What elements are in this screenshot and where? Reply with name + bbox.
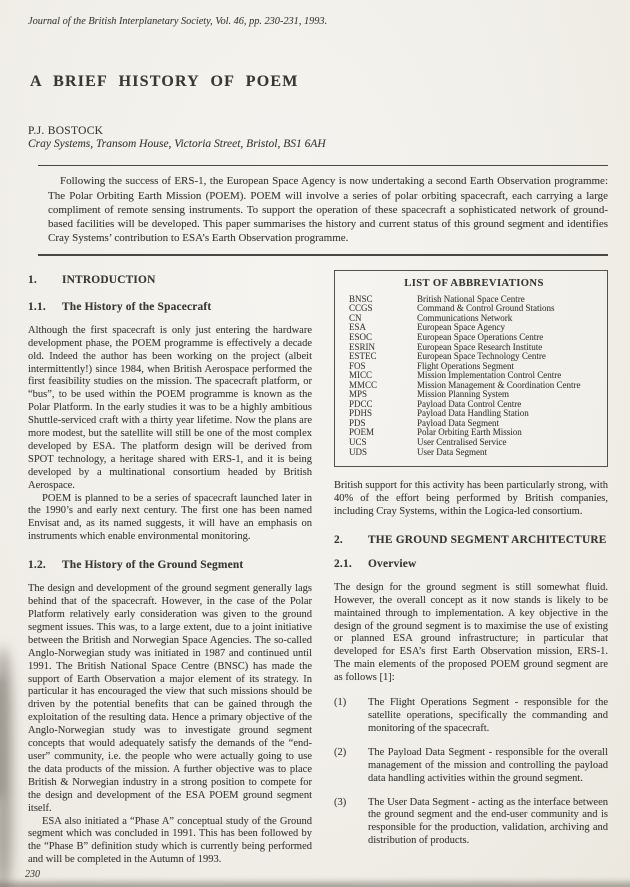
paper-title: A BRIEF HISTORY OF POEM (30, 73, 299, 90)
list-item (334, 697, 608, 736)
section-2-title: THE GROUND SEGMENT ARCHITECTURE (368, 533, 607, 546)
abbreviation-value: European Space Research Institute (417, 341, 543, 352)
list-item (334, 797, 608, 849)
list-item (334, 747, 608, 786)
abbreviation-key: PDHS (349, 408, 373, 419)
abbreviation-value: User Centralised Service (417, 437, 507, 447)
section-2-1-heading (334, 558, 608, 570)
section-2-1-number: 2.1. (334, 557, 352, 570)
abbreviation-key: MPS (349, 389, 368, 400)
author-affiliation: Cray Systems, Transom House, Victoria Street, Bristol, BS1 6AH (28, 138, 326, 150)
section-1-2-number: 1.2. (28, 559, 46, 572)
abstract-bottom-rule (38, 254, 608, 255)
abbreviation-value: European Space Operations Centre (417, 331, 544, 342)
paragraph-spacecraft-history: Although the first spacecraft is only just entering the hardware development phase, the POEM programme is effectively a decade old. Indeed the author has been working on the project (albeit intermittently!) since 1984, when British Aerospace performed the first feasibility studies on the mission. The spacecraft platform, or “bus”, to be used within the POEM programme is known as the Polar Platform. In the early studies it was to be a highly ambitious Shuttle-serviced craft with a thirty year lifetime. Now the plans are more modest, but the satellite will still be one of the most complex developed by ESA. The platform design will be derived from SPOT technology, a heritage shared with ERS-1, and it is being developed by a multinational consortium headed by British Aerospace. (28, 324, 312, 491)
abbreviation-key: PDS (349, 417, 366, 428)
abbreviation-key: FOS (349, 360, 366, 371)
abstract: Following the success of ERS-1, the European Space Agency is now undertaking a second Earth Observation programme: The Polar Orbiting Earth Mission (POEM). POEM will involve a series of polar orbiting spacecraft, each carrying a large compliment of remote sensing instruments. To support the operation of these spacecraft a sophisticated network of ground-based facilities will be developed. This paper summarises the history and current status of this ground segment and identifies Cray Systems’ contribution to ESA’s Earth Observation programme. (48, 175, 608, 245)
list-item-number: (2) (334, 746, 347, 758)
paragraph-british-support: British support for this activity has been particularly strong, with 40% of the effort being performed by British companies, including Cray Systems, within the Logica-led consortium. (334, 480, 608, 517)
abbreviation-value: British National Space Centre (417, 293, 525, 304)
page-number: 230 (25, 869, 40, 880)
journal-running-head: Journal of the British Interplanetary Society, Vol. 46, pp. 230-231, 1993. (28, 16, 328, 27)
abbreviation-key: ESTEC (349, 351, 377, 362)
section-2-number: 2. (334, 533, 343, 546)
list-item-number: (1) (334, 697, 347, 709)
abbreviation-value: European Space Technology Centre (417, 351, 546, 362)
abbreviation-value: Command & Control Ground Stations (417, 303, 555, 314)
abbreviation-value: Polar Orbiting Earth Mission (417, 427, 522, 438)
section-1-2-heading (28, 559, 312, 571)
ground-segment-elements-list (334, 697, 608, 848)
scan-shadow-bottom (0, 882, 630, 887)
right-column (334, 270, 608, 879)
abbreviation-key: UCS (349, 437, 367, 447)
abbreviation-key: ESA (349, 322, 367, 333)
section-1-title: INTRODUCTION (62, 273, 156, 286)
paragraph-ground-segment-history: The design and development of the ground segment generally lags behind that of the spacecraft. However, in the case of the Polar Platform relatively early consideration was given to the ground segment issues. This was, to a large extent, due to a joint initiative between the British and Norwegian Space Agencies. The so-called Anglo-Norwegian study was initiated in 1987 and continued until 1991. The British National Space Centre (BNSC) has made the support of Earth Observation a major element of its strategy. In particular it has encouraged the view that such missions should be driven by the potential benefits that can be gained through the exploitation of the resulting data. Hence a primary objective of the Anglo-Norwegian study was to investigate ground segment concepts that would adequately satisfy the demands of the “end-user” community, i.e. the people who were actually going to use the data products of the mission. A further objective was to place British & Norwegian industry in a strong position to compete for the design and development of the ESA POEM ground segment itself. (28, 583, 312, 814)
section-1-2-title: The History of the Ground Segment (62, 559, 244, 572)
abbreviation-key: CN (349, 312, 362, 323)
section-1-1-heading (28, 301, 312, 313)
abstract-top-rule (38, 165, 608, 166)
paragraph-phase-studies: ESA also initiated a “Phase A” conceptual study of the Ground segment which was concluded in 1991. This has been followed by the “Phase B” definition study which is currently being performed and will be completed in the Autumn of 1993. (28, 815, 312, 866)
section-2-1-title: Overview (368, 557, 417, 570)
abbreviation-value: Mission Planning System (417, 389, 510, 400)
abbreviations-title: LIST OF ABBREVIATIONS (404, 277, 544, 289)
abbreviation-key: ESOC (349, 331, 373, 342)
abbreviation-row (349, 448, 599, 458)
abbreviation-key: POEM (349, 427, 375, 438)
abbreviation-key: ESRIN (349, 341, 376, 352)
abbreviations-box (334, 270, 608, 467)
section-1-heading (28, 274, 312, 286)
section-2-heading (334, 534, 608, 546)
abbreviation-value: Mission Implementation Control Centre (417, 370, 562, 381)
abbreviation-value: Communications Network (417, 312, 513, 323)
abbreviation-key: BNSC (349, 293, 373, 304)
abbreviation-key: MICC (349, 370, 373, 381)
abbreviations-list (349, 295, 599, 457)
abbreviation-key: UDS (349, 446, 368, 457)
list-item-text: The Payload Data Segment - responsible for the overall management of the mission and controlling the payload data handling activities within the ground segment. (368, 746, 608, 784)
list-item-number: (3) (334, 796, 347, 808)
abbreviation-key: MMCC (349, 379, 378, 390)
abbreviation-value: Flight Operations Segment (417, 360, 514, 371)
section-1-1-title: The History of the Spacecraft (62, 300, 212, 313)
abbreviation-value: User Data Segment (417, 446, 487, 457)
list-item-text: The Flight Operations Segment - responsible for the satellite operations, specifically the commanding and monitoring of the spacecraft. (368, 697, 608, 734)
author-name: P.J. BOSTOCK (28, 125, 104, 137)
section-1-number: 1. (28, 273, 37, 286)
abbreviation-value: European Space Agency (417, 322, 505, 333)
abbreviation-key: CCGS (349, 303, 373, 314)
abbreviation-value: Payload Data Control Centre (417, 398, 522, 409)
list-item-text: The User Data Segment - acting as the interface between the ground segment and the end-user community and is responsible for the production, validation, archiving and distribution of products. (368, 796, 608, 847)
scan-shadow-corner (0, 677, 4, 797)
paragraph-overview: The design for the ground segment is still somewhat fluid. However, the overall concept as it now stands is likely to be maintained through to implementation. A key objective in the design of the ground segment is to maximise the use of existing or planned ESA ground infrastructure; in particular that developed for ESA’s first Earth Observation mission, ERS-1. The main elements of the proposed POEM ground segment are as follows [1]: (334, 581, 608, 684)
abbreviation-value: Mission Management & Coordination Centre (417, 379, 581, 390)
two-column-body (28, 270, 608, 879)
abbreviation-key: PDCC (349, 398, 373, 409)
paragraph-envisat: POEM is planned to be a series of spacecraft launched later in the 1990’s and early next century. The first one has been named Envisat and, as its named suggests, it will have an emphasis on instruments which enable environmental monitoring. (28, 492, 312, 543)
scan-shadow-left (0, 647, 12, 887)
section-1-1-number: 1.1. (28, 300, 46, 313)
left-column (28, 270, 312, 879)
abbreviation-value: Payload Data Segment (417, 417, 499, 428)
abbreviation-value: Payload Data Handling Station (417, 408, 529, 419)
